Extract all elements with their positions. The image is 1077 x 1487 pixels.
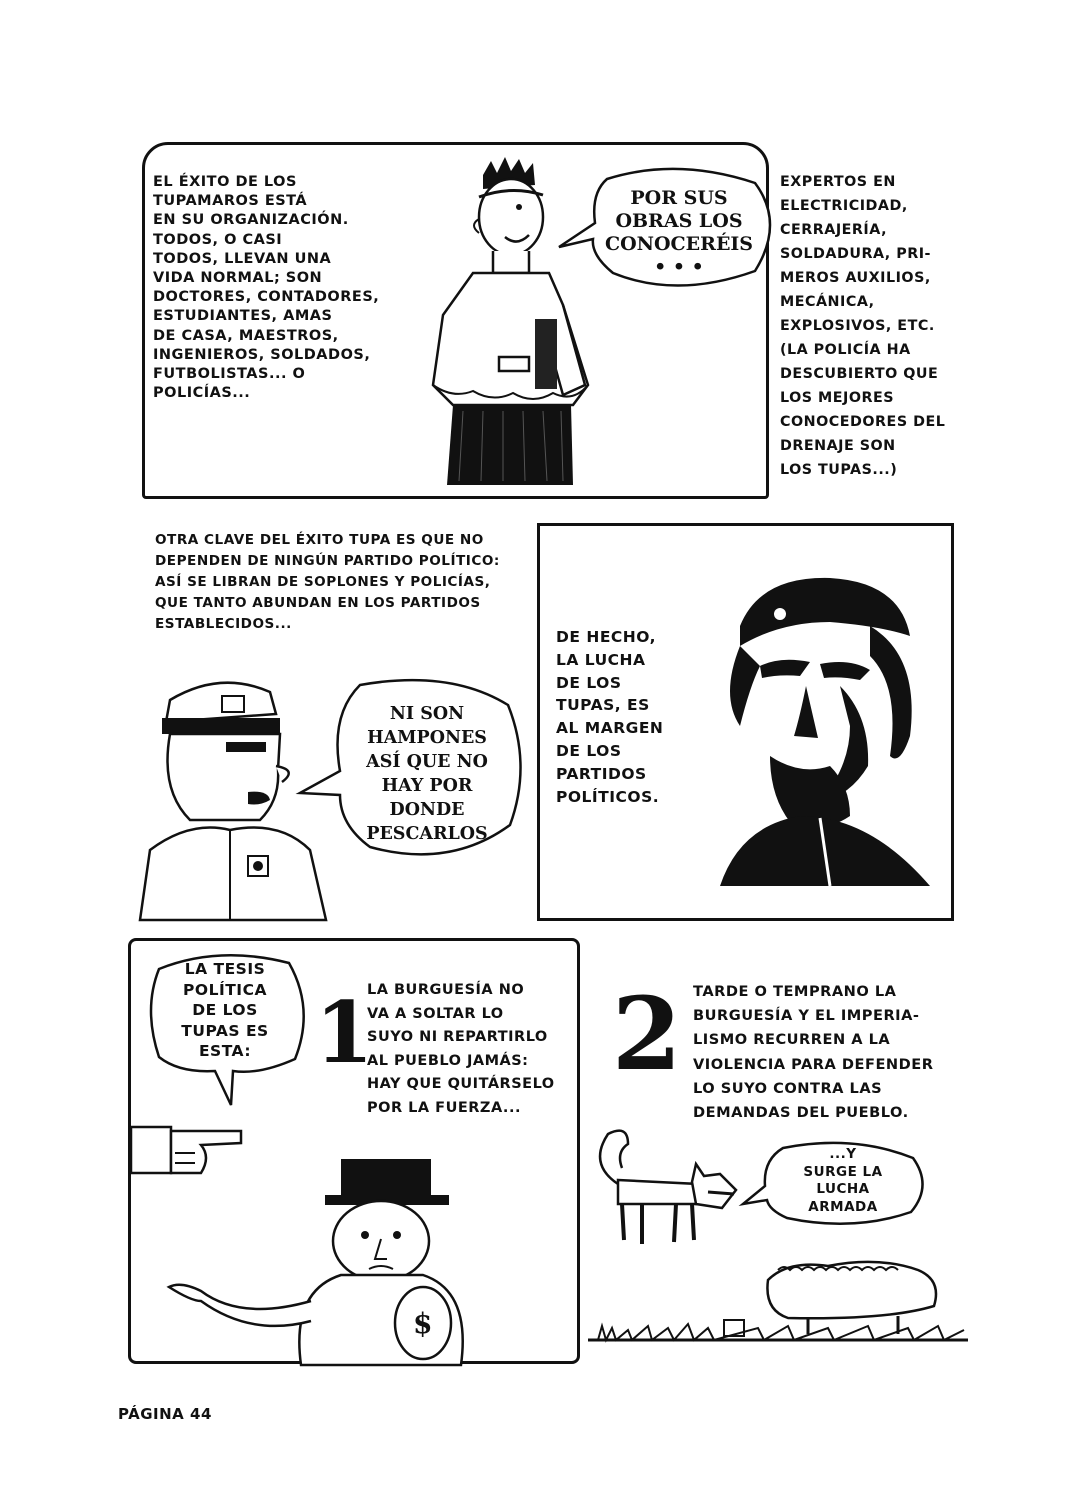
panel-thesis-2 <box>588 960 968 1360</box>
che-portrait <box>700 566 940 886</box>
panel4-number: 1 <box>315 983 374 1082</box>
panel4-bubble-text: LA TESIS POLÍTICA DE LOS TUPAS ES ESTA: <box>181 960 269 1060</box>
page-number: PÁGINA 44 <box>118 1405 212 1423</box>
panel-organization <box>142 142 769 499</box>
panel-che <box>537 523 954 921</box>
panel2-caption: OTRA CLAVE DEL ÉXITO TUPA ES QUE NO DEPENDEN DE NINGÚN PARTIDO POLÍTICO: ASÍ SE LIBRAN DE SOPLONES Y POLICÍAS, QUE TANTO ABUNDAN EN LOS PARTIDOS ESTABLECIDOS... <box>155 532 500 632</box>
panel5-bubble-text: ...Y SURGE LA LUCHA ARMADA <box>803 1146 883 1215</box>
panel3-caption: DE HECHO, LA LUCHA DE LOS TUPAS, ES AL MARGEN DE LOS PARTIDOS POLÍTICOS. <box>556 628 664 806</box>
panel5-text: TARDE O TEMPRANO LA BURGUESÍA Y EL IMPERIA- LISMO RECURREN A LA VIOLENCIA PARA DEFENDER LO SUYO CONTRA LAS DEMANDAS DEL PUEBLO. <box>693 983 934 1122</box>
panel1-bubble-text: POR SUS OBRAS LOS CONOCERÉIS • • • <box>604 187 754 278</box>
panel2-bubble-text: NI SON HAMPONES ASÍ QUE NO HAY POR DONDE PESCARLOS <box>366 704 488 844</box>
panel5-number: 2 <box>612 975 682 1093</box>
bourgeois-illustration <box>161 1151 481 1365</box>
panel1-caption: EL ÉXITO DE LOS TUPAMAROS ESTÁ EN SU ORGANIZACIÓN. TODOS, O CASI TODOS, LLEVAN UNA VIDA NORMAL; SON DOCTORES, CONTADORES, ESTUDIANTES, AMAS DE CASA, MAESTROS, INGENIEROS, SOLDADOS, FUTBOLISTAS... O POLICÍAS... <box>153 174 380 402</box>
panel-police <box>130 520 530 920</box>
panel4-text: LA BURGUESÍA NO VA A SOLTAR LO SUYO NI REPARTIRLO AL PUEBLO JAMÁS: HAY QUE QUITÁRSELO POR LA FUERZA... <box>367 982 555 1116</box>
svg-text:$: $ <box>413 1307 433 1340</box>
sheep-illustration <box>588 1240 968 1350</box>
side-caption-experts: EXPERTOS EN ELECTRICIDAD, CERRAJERÍA, SOLDADURA, PRI- MEROS AUXILIOS, MECÁNICA, EXPLOSIVOS, ETC. (LA POLICÍA HA DESCUBIERTO QUE LOS MEJORES CONOCEDORES DEL DRENAJE SON LOS TUPAS...) <box>780 174 946 478</box>
panel-thesis-1 <box>128 938 580 1364</box>
dog-illustration <box>588 1124 748 1254</box>
